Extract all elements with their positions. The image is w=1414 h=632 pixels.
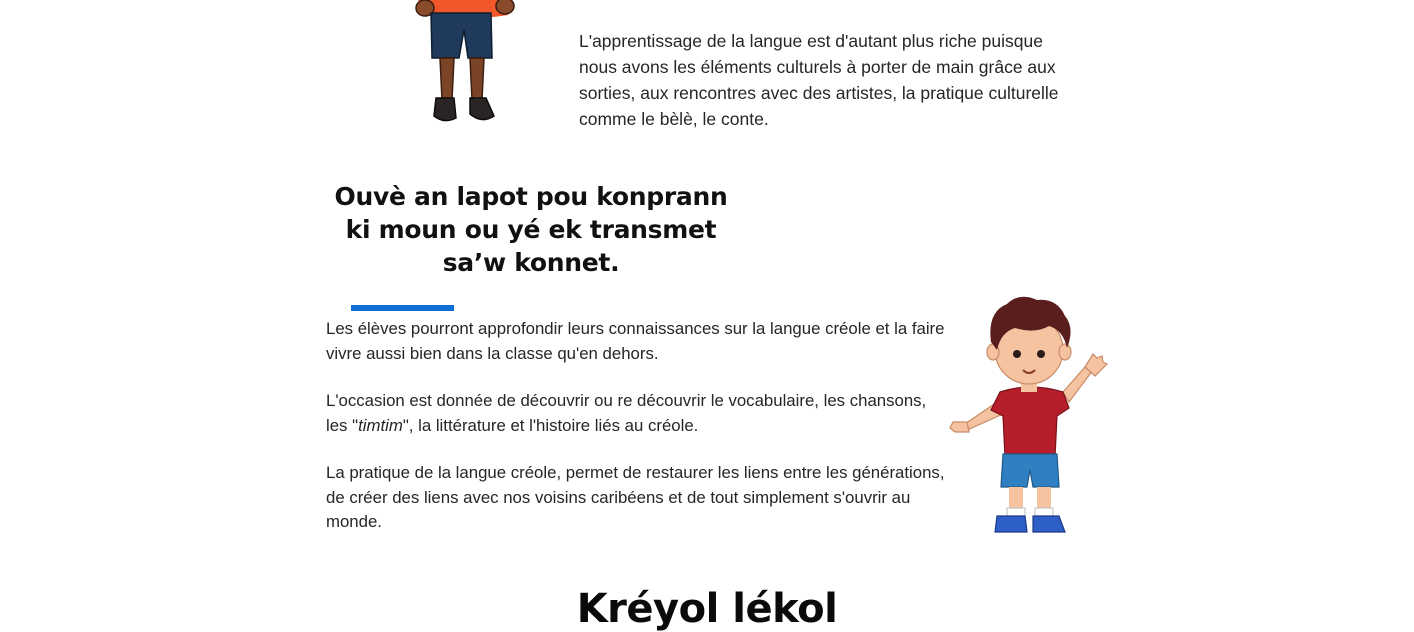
section-body [326, 317, 951, 558]
section-title-kreyol-lekol: Kréyol lékol [576, 586, 838, 632]
paragraph-2-end: ", la littérature et l'histoire liés au créole. [402, 415, 699, 435]
paragraph-2-start: L'occasion est donnée de découvrir ou re découvrir le vocabulaire, les chansons, les " [326, 391, 927, 435]
waving-boy-illustration [945, 292, 1110, 542]
paragraph-3: La pratique de la langue créole, permet de restaurer les liens entre les générations, de créer des liens avec nos voisins caribéens et de tout simplement s'ouvrir au monde. [326, 463, 945, 531]
intro-paragraph: L'apprentissage de la langue est d'autant plus riche puisque nous avons les éléments culturels à porter de main grâce aux sorties, aux rencontres avec des artistes, la pratique culturelle comme le bèlè, le conte. [579, 31, 1059, 129]
paragraph-1: Les élèves pourront approfondir leurs connaissances sur la langue créole et la faire vivre aussi bien dans la classe qu'en dehors. [326, 319, 945, 363]
heading-underline [351, 305, 454, 311]
paragraph-2 [326, 389, 951, 438]
paragraph-2-italic: timtim [358, 415, 403, 435]
child-illustration-top [400, 0, 530, 125]
section-heading: Ouvè an lapot pou konprann ki moun ou yé ek transmet sa’w konnet. [334, 182, 728, 277]
